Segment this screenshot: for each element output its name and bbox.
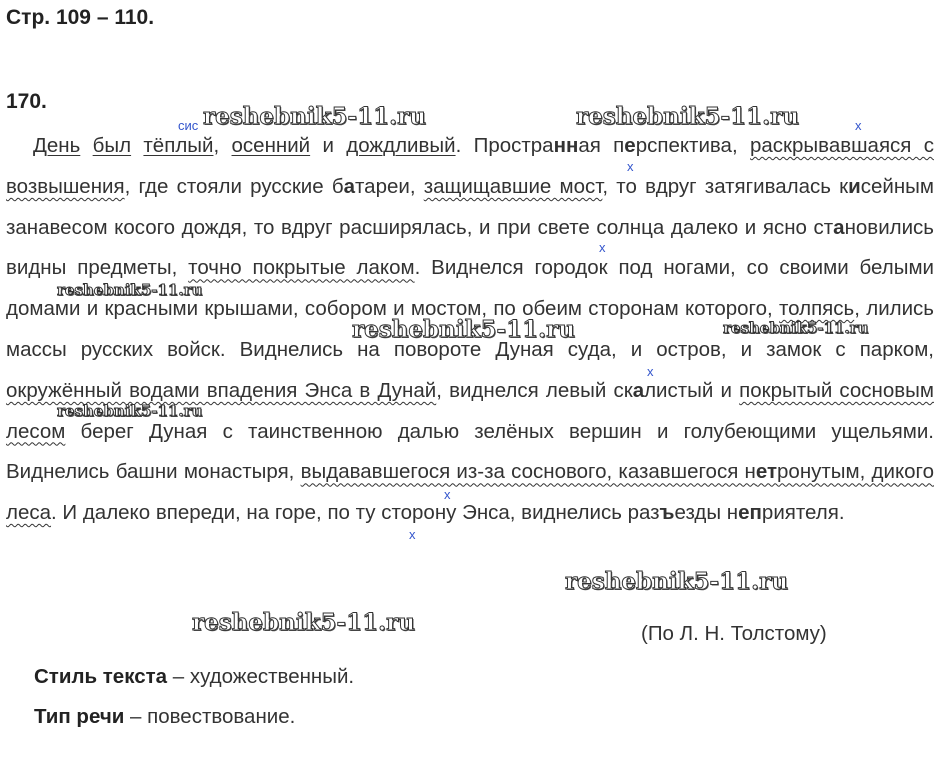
text-author: (По Л. Н. Толстому) (641, 622, 827, 645)
stress-mark: x (855, 118, 862, 133)
text-fragment: тареи, (355, 174, 424, 198)
text-fragment: ет (755, 460, 778, 484)
watermark: reshebnik5-11.ru (192, 609, 415, 636)
text-fragment: а (833, 215, 845, 239)
speech-type-label: Тип речи (34, 705, 125, 728)
stem-mark: сис (178, 118, 199, 133)
text-fragment: . Простра (455, 134, 554, 157)
text-fragment: нн (553, 134, 579, 157)
watermark: reshebnik5-11.ru (203, 103, 426, 130)
text-fragment: е (624, 134, 636, 157)
text-fragment: тёплый (143, 134, 214, 157)
text-fragment: защищавшие мост (423, 174, 603, 198)
text-fragment: дождливый (346, 134, 456, 157)
page-header: Стр. 109 – 110. (6, 6, 155, 29)
text-fragment: , где стояли русские б (124, 174, 344, 198)
text-fragment: , (213, 134, 220, 157)
text-fragment: рспектива, (635, 134, 750, 157)
text-fragment: сейным занавесом косого дождя, то вдруг расширялась, и при свете солнца далеко и ясно ст (6, 174, 934, 239)
text-fragment: . И далеко впереди, на горе, по ту сторону Энса, виднелись раз (51, 501, 660, 525)
stress-mark: x (444, 487, 451, 502)
text-fragment: новились видны предметы, (6, 215, 934, 280)
task-number: 170. (6, 90, 47, 113)
text-fragment: листый и (644, 378, 740, 402)
stress-mark: x (599, 240, 606, 255)
text-fragment: толпясь (779, 297, 855, 321)
text-fragment: а (343, 174, 356, 198)
text-fragment: , то вдруг затягивалась к (602, 174, 849, 198)
text-fragment: День (33, 134, 81, 157)
stress-mark: x (627, 159, 634, 174)
watermark: reshebnik5-11.ru (352, 316, 575, 343)
stress-mark: x (647, 364, 654, 379)
text-fragment: точно покрытые лаком (188, 256, 415, 280)
text-fragment: риятеля. (761, 501, 845, 525)
speech-type-line (34, 705, 295, 729)
text-style-value: – художественный. (167, 665, 355, 688)
speech-type-value: – повествование. (124, 705, 296, 728)
text-fragment: раскрывавшаяся с возвышения (6, 134, 934, 198)
text-fragment: ронутым, дикого леса (6, 460, 934, 525)
watermark: reshebnik5-11.ru (57, 402, 203, 420)
text-fragment: , виднелся левый ск (436, 378, 633, 402)
text-fragment: а (632, 378, 645, 402)
watermark: reshebnik5-11.ru (57, 281, 203, 299)
text-fragment: . Виднелся городок под ногами, со своими белыми домами и красными крышами, собором и мостом, по обеим сторонам которого, (6, 256, 934, 321)
watermark: reshebnik5-11.ru (723, 319, 869, 337)
text-fragment: осенний (231, 134, 311, 157)
text-fragment: ъ (659, 501, 675, 525)
text-style-line (34, 665, 354, 689)
stress-mark: x (409, 527, 416, 542)
text-fragment: окружённый водами впадения Энса в Дунай (6, 378, 437, 402)
text-fragment: ая п (578, 134, 625, 157)
text-fragment: и (310, 134, 347, 157)
text-fragment: , лились массы русских войск. Виднелись на повороте Дуная суда, и остров, и замок с парком, (6, 297, 934, 361)
text-fragment: еп (738, 501, 762, 525)
watermark: reshebnik5-11.ru (565, 568, 788, 595)
text-fragment: выдававшегося из-за соснового, казавшегося н (300, 460, 756, 484)
text-fragment: берег Дуная с таинственною далью зелёных вершин и голубеющими ущельями. Виднелись башни монастыря, (6, 419, 934, 484)
text-fragment: покрытый сосновым лесом (6, 378, 934, 443)
watermark: reshebnik5-11.ru (576, 103, 799, 130)
text-style-label: Стиль текста (34, 665, 168, 688)
text-fragment: и (848, 174, 861, 198)
text-fragment: езды н (674, 501, 739, 525)
text-fragment: был (92, 134, 132, 157)
